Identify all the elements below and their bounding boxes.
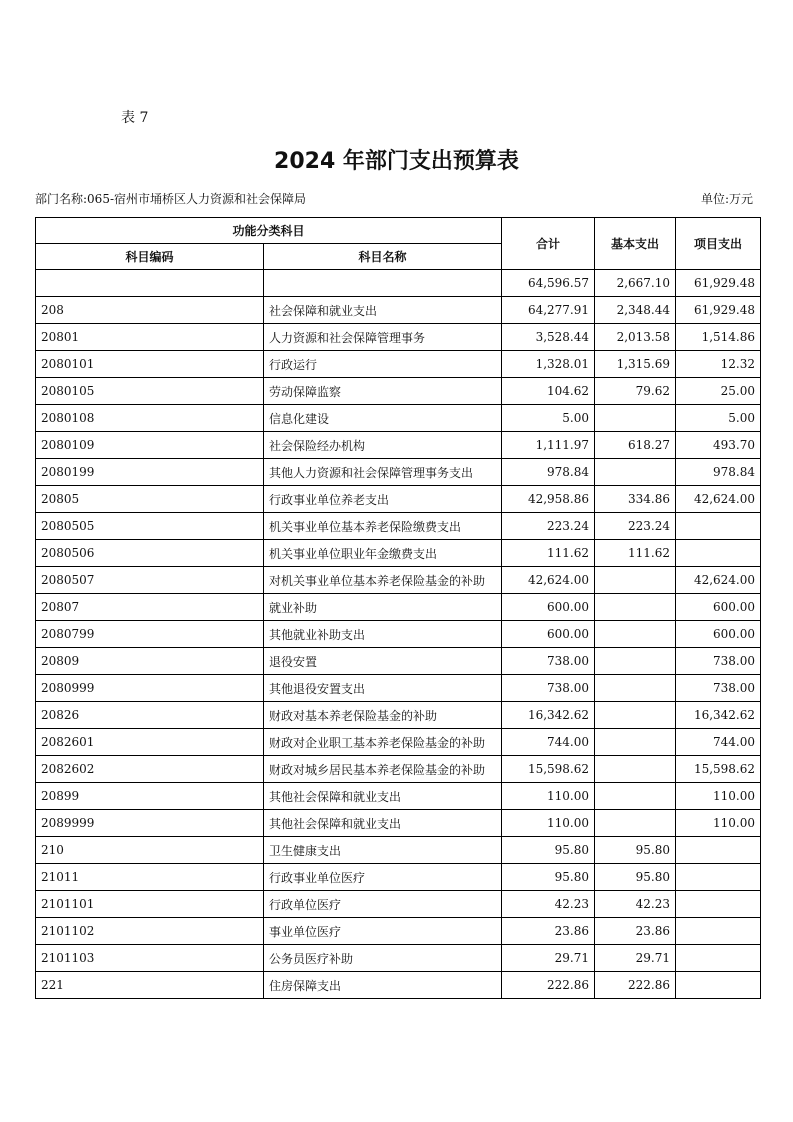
table-row xyxy=(36,891,761,918)
cell-project: 493.70 xyxy=(676,432,761,459)
cell-code: 2080199 xyxy=(36,459,264,486)
cell-basic xyxy=(595,783,676,810)
cell-basic: 95.80 xyxy=(595,837,676,864)
cell-total: 600.00 xyxy=(502,621,595,648)
cell-project: 600.00 xyxy=(676,594,761,621)
table-row xyxy=(36,486,761,513)
cell-name: 对机关事业单位基本养老保险基金的补助 xyxy=(264,567,502,594)
cell-project xyxy=(676,513,761,540)
page-title: 2024 年部门支出预算表 xyxy=(274,149,519,174)
table-row xyxy=(36,675,761,702)
cell-project: 738.00 xyxy=(676,648,761,675)
cell-project: 15,598.62 xyxy=(676,756,761,783)
cell-code: 2101103 xyxy=(36,945,264,972)
cell-name: 行政运行 xyxy=(264,351,502,378)
cell-basic: 95.80 xyxy=(595,864,676,891)
header-basic: 基本支出 xyxy=(595,218,676,270)
table-row xyxy=(36,864,761,891)
cell-basic xyxy=(595,702,676,729)
cell-project: 110.00 xyxy=(676,783,761,810)
cell-name: 社会保险经办机构 xyxy=(264,432,502,459)
cell-name: 卫生健康支出 xyxy=(264,837,502,864)
cell-code: 208 xyxy=(36,297,264,324)
table-header xyxy=(36,218,761,270)
cell-code: 20801 xyxy=(36,324,264,351)
cell-project xyxy=(676,918,761,945)
cell-name: 财政对基本养老保险基金的补助 xyxy=(264,702,502,729)
cell-name: 行政单位医疗 xyxy=(264,891,502,918)
header-name: 科目名称 xyxy=(264,244,502,270)
cell-code: 20899 xyxy=(36,783,264,810)
cell-project: 978.84 xyxy=(676,459,761,486)
cell-code xyxy=(36,270,264,297)
cell-total: 5.00 xyxy=(502,405,595,432)
cell-code: 2080108 xyxy=(36,405,264,432)
cell-basic xyxy=(595,648,676,675)
cell-name: 人力资源和社会保障管理事务 xyxy=(264,324,502,351)
cell-basic: 222.86 xyxy=(595,972,676,999)
cell-total: 223.24 xyxy=(502,513,595,540)
cell-project xyxy=(676,891,761,918)
table-row xyxy=(36,918,761,945)
cell-basic xyxy=(595,810,676,837)
cell-code: 2082601 xyxy=(36,729,264,756)
cell-basic: 2,667.10 xyxy=(595,270,676,297)
cell-name: 行政事业单位医疗 xyxy=(264,864,502,891)
cell-name: 其他社会保障和就业支出 xyxy=(264,810,502,837)
table-row xyxy=(36,810,761,837)
cell-code: 221 xyxy=(36,972,264,999)
table-row xyxy=(36,513,761,540)
table-body xyxy=(36,270,761,999)
table-row xyxy=(36,459,761,486)
table-row xyxy=(36,756,761,783)
cell-code: 2080505 xyxy=(36,513,264,540)
cell-code: 21011 xyxy=(36,864,264,891)
table-row xyxy=(36,729,761,756)
cell-name: 退役安置 xyxy=(264,648,502,675)
cell-total: 64,596.57 xyxy=(502,270,595,297)
cell-project: 738.00 xyxy=(676,675,761,702)
cell-code: 2080105 xyxy=(36,378,264,405)
cell-name xyxy=(264,270,502,297)
table-row xyxy=(36,405,761,432)
cell-code: 2080799 xyxy=(36,621,264,648)
cell-name: 其他退役安置支出 xyxy=(264,675,502,702)
cell-total: 3,528.44 xyxy=(502,324,595,351)
table-row xyxy=(36,783,761,810)
cell-project: 744.00 xyxy=(676,729,761,756)
cell-code: 2089999 xyxy=(36,810,264,837)
cell-basic: 42.23 xyxy=(595,891,676,918)
cell-total: 16,342.62 xyxy=(502,702,595,729)
cell-project: 42,624.00 xyxy=(676,567,761,594)
cell-project: 61,929.48 xyxy=(676,297,761,324)
cell-total: 95.80 xyxy=(502,837,595,864)
header-function-group: 功能分类科目 xyxy=(36,218,502,244)
cell-name: 其他社会保障和就业支出 xyxy=(264,783,502,810)
cell-basic: 29.71 xyxy=(595,945,676,972)
cell-total: 1,111.97 xyxy=(502,432,595,459)
table-row xyxy=(36,837,761,864)
cell-basic: 111.62 xyxy=(595,540,676,567)
cell-name: 财政对城乡居民基本养老保险基金的补助 xyxy=(264,756,502,783)
cell-name: 其他就业补助支出 xyxy=(264,621,502,648)
cell-name: 行政事业单位养老支出 xyxy=(264,486,502,513)
header-code: 科目编码 xyxy=(36,244,264,270)
cell-total: 978.84 xyxy=(502,459,595,486)
cell-basic: 1,315.69 xyxy=(595,351,676,378)
cell-basic: 2,013.58 xyxy=(595,324,676,351)
cell-name: 机关事业单位职业年金缴费支出 xyxy=(264,540,502,567)
cell-code: 210 xyxy=(36,837,264,864)
cell-code: 2082602 xyxy=(36,756,264,783)
cell-basic xyxy=(595,405,676,432)
cell-project xyxy=(676,972,761,999)
cell-project xyxy=(676,945,761,972)
cell-project: 12.32 xyxy=(676,351,761,378)
cell-project: 1,514.86 xyxy=(676,324,761,351)
cell-code: 2080109 xyxy=(36,432,264,459)
cell-code: 2080506 xyxy=(36,540,264,567)
cell-basic xyxy=(595,756,676,783)
cell-total: 95.80 xyxy=(502,864,595,891)
cell-name: 社会保障和就业支出 xyxy=(264,297,502,324)
cell-project xyxy=(676,864,761,891)
cell-project: 5.00 xyxy=(676,405,761,432)
table-row xyxy=(36,432,761,459)
cell-name: 劳动保障监察 xyxy=(264,378,502,405)
cell-total: 222.86 xyxy=(502,972,595,999)
cell-total: 110.00 xyxy=(502,783,595,810)
table-number: 表 7 xyxy=(121,110,149,126)
cell-code: 20807 xyxy=(36,594,264,621)
cell-total: 1,328.01 xyxy=(502,351,595,378)
cell-name: 就业补助 xyxy=(264,594,502,621)
cell-project xyxy=(676,837,761,864)
table-row xyxy=(36,540,761,567)
table-row xyxy=(36,594,761,621)
table-row xyxy=(36,297,761,324)
cell-name: 财政对企业职工基本养老保险基金的补助 xyxy=(264,729,502,756)
table-row xyxy=(36,945,761,972)
cell-total: 29.71 xyxy=(502,945,595,972)
cell-basic xyxy=(595,567,676,594)
cell-basic: 2,348.44 xyxy=(595,297,676,324)
cell-code: 2101102 xyxy=(36,918,264,945)
table-row xyxy=(36,378,761,405)
cell-project: 61,929.48 xyxy=(676,270,761,297)
department-name: 部门名称:065-宿州市埇桥区人力资源和社会保障局 xyxy=(35,192,307,206)
cell-basic xyxy=(595,459,676,486)
cell-basic: 334.86 xyxy=(595,486,676,513)
cell-project: 42,624.00 xyxy=(676,486,761,513)
cell-code: 2080507 xyxy=(36,567,264,594)
cell-basic xyxy=(595,675,676,702)
cell-code: 20826 xyxy=(36,702,264,729)
cell-total: 15,598.62 xyxy=(502,756,595,783)
cell-project xyxy=(676,540,761,567)
cell-total: 104.62 xyxy=(502,378,595,405)
table-row xyxy=(36,351,761,378)
cell-code: 20805 xyxy=(36,486,264,513)
cell-code: 2080999 xyxy=(36,675,264,702)
cell-code: 2080101 xyxy=(36,351,264,378)
cell-basic xyxy=(595,729,676,756)
cell-total: 42.23 xyxy=(502,891,595,918)
cell-project: 16,342.62 xyxy=(676,702,761,729)
table-row xyxy=(36,621,761,648)
cell-basic: 618.27 xyxy=(595,432,676,459)
unit-label: 单位:万元 xyxy=(700,192,753,206)
cell-total: 42,958.86 xyxy=(502,486,595,513)
cell-total: 738.00 xyxy=(502,648,595,675)
cell-total: 738.00 xyxy=(502,675,595,702)
table-row xyxy=(36,972,761,999)
cell-code: 20809 xyxy=(36,648,264,675)
cell-name: 住房保障支出 xyxy=(264,972,502,999)
cell-project: 600.00 xyxy=(676,621,761,648)
cell-basic: 223.24 xyxy=(595,513,676,540)
cell-total: 42,624.00 xyxy=(502,567,595,594)
table-row xyxy=(36,702,761,729)
table-row xyxy=(36,648,761,675)
table-row xyxy=(36,567,761,594)
cell-basic: 79.62 xyxy=(595,378,676,405)
cell-code: 2101101 xyxy=(36,891,264,918)
header-total: 合计 xyxy=(502,218,595,270)
cell-total: 744.00 xyxy=(502,729,595,756)
cell-project: 25.00 xyxy=(676,378,761,405)
budget-table xyxy=(35,217,761,999)
table-row xyxy=(36,324,761,351)
cell-total: 111.62 xyxy=(502,540,595,567)
cell-basic: 23.86 xyxy=(595,918,676,945)
table-row xyxy=(36,270,761,297)
cell-name: 信息化建设 xyxy=(264,405,502,432)
cell-total: 600.00 xyxy=(502,594,595,621)
cell-basic xyxy=(595,594,676,621)
cell-project: 110.00 xyxy=(676,810,761,837)
cell-basic xyxy=(595,621,676,648)
cell-name: 其他人力资源和社会保障管理事务支出 xyxy=(264,459,502,486)
header-project: 项目支出 xyxy=(676,218,761,270)
cell-total: 110.00 xyxy=(502,810,595,837)
cell-name: 事业单位医疗 xyxy=(264,918,502,945)
cell-total: 64,277.91 xyxy=(502,297,595,324)
cell-total: 23.86 xyxy=(502,918,595,945)
cell-name: 公务员医疗补助 xyxy=(264,945,502,972)
cell-name: 机关事业单位基本养老保险缴费支出 xyxy=(264,513,502,540)
